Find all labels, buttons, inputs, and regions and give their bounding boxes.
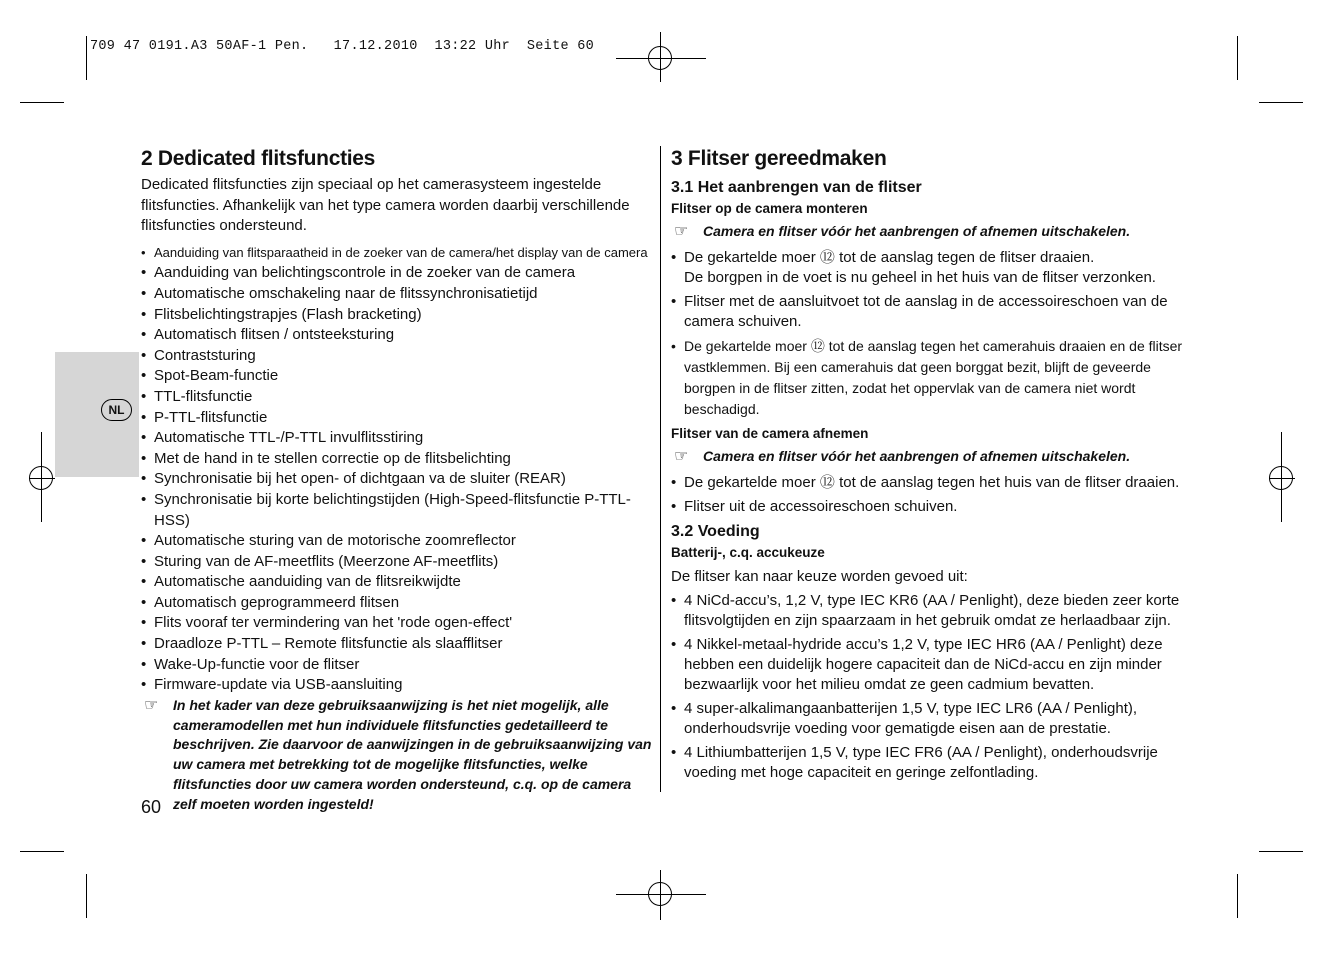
flash-functions-list <box>141 243 653 696</box>
pointing-hand-icon: ☞ <box>144 696 159 714</box>
crop-mark <box>20 851 64 852</box>
section-3-2-title: 3.2 Voeding <box>671 522 760 540</box>
list-item: • Draadloze P-TTL – Remote flitsfunctie als slaafflitser <box>141 634 653 655</box>
list-item: • Met de hand in te stellen correctie op de flitsbelichting <box>141 449 653 470</box>
list-item: • Automatische aanduiding van de flitsreikwijdte <box>141 572 653 593</box>
list-item: • Spot-Beam-functie <box>141 366 653 387</box>
battery-subtitle: Batterij-, c.q. accukeuze <box>671 544 825 560</box>
remove-steps <box>671 473 1183 517</box>
list-item: • Synchronisatie bij korte belichtingstijden (High-Speed-flitsfunctie P-TTL-HSS) <box>141 490 653 531</box>
pointing-hand-icon: ☞ <box>674 223 689 240</box>
list-item: • De gekartelde moer ⑫ tot de aanslag tegen het huis van de flitser draaien. <box>671 473 1183 493</box>
list-item: • TTL-flitsfunctie <box>141 387 653 408</box>
list-item-text: De gekartelde moer ⑫ tot de aanslag tegen de flitser draaien. De borgpen in de voet is nu geheel in het huis van de flitser verzonken. <box>684 248 1156 286</box>
mount-note <box>671 222 1183 242</box>
section-3-title: 3 Flitser gereedmaken <box>671 147 887 170</box>
crop-mark <box>20 102 64 103</box>
list-item: • Aanduiding van belichtingscontrole in de zoeker van de camera <box>141 263 653 284</box>
pointing-hand-icon: ☞ <box>674 447 689 465</box>
crop-mark <box>1237 36 1238 80</box>
list-item: • Automatisch flitsen / ontsteeksturing <box>141 325 653 346</box>
list-item: • 4 NiCd-accu’s, 1,2 V, type IEC KR6 (AA / Penlight), deze bieden zeer korte flitsvolgtijden en zijn spaarzaam in het gebruik omdat ze herlaadbaar zijn. <box>671 591 1183 631</box>
list-item: • Synchronisatie bij het open- of dichtgaan va de sluiter (REAR) <box>141 469 653 490</box>
section-2-intro: Dedicated flitsfuncties zijn speciaal op het camerasysteem ingestelde flitsfuncties. Afhankelijk van het type camera worden daarbij verschillende flitsfuncties ondersteund. <box>141 176 630 235</box>
list-item: • De gekartelde moer ⑫ tot de aanslag tegen het camerahuis draaien en de flitser vastklemmen. Bij een camerahuis dat geen borggat bezit, blijft de geveerde borgpen in de flitser zitten, zodat het oppervlak van de camera niet wordt beschadigd. <box>671 336 1183 420</box>
list-item: • Aanduiding van flitsparaatheid in de zoeker van de camera/het display van de camera <box>141 243 653 264</box>
list-item: • Contraststuring <box>141 346 653 367</box>
right-column <box>671 145 1183 787</box>
camera-models-note <box>141 696 653 815</box>
note-text: In het kader van deze gebruiksaanwijzing is het niet mogelijk, alle cameramodellen met hun individuele flitsfuncties gedetailleerd te beschrijven. Zie daarvoor de aanwijzingen in de gebruiksaanwijzing van uw camera met betrekking tot de mogelijke flitsfuncties, welke flitsfuncties door uw camera worden ondersteund, c.q. op de camera zelf moeten worden ingesteld! <box>173 696 652 812</box>
list-item: • Automatisch geprogrammeerd flitsen <box>141 593 653 614</box>
list-item: • Flitser met de aansluitvoet tot de aanslag in de accessoireschoen van de camera schuiven. <box>671 292 1183 332</box>
crop-mark <box>86 874 87 918</box>
language-badge: NL <box>101 399 132 421</box>
crop-mark <box>1259 102 1303 103</box>
mount-subtitle: Flitser op de camera monteren <box>671 201 868 216</box>
list-item: • Flits vooraf ter vermindering van het 'rode ogen-effect' <box>141 613 653 634</box>
crop-mark <box>1259 851 1303 852</box>
list-item <box>671 248 1183 288</box>
left-column <box>141 145 653 815</box>
crop-mark <box>1237 874 1238 918</box>
list-item: • 4 Nikkel-metaal-hydride accu’s 1,2 V, type IEC HR6 (AA / Penlight) deze hebben een duidelijk hogere capaciteit dan de NiCd-accu en zijn minder bezwaarlijk voor het milieu omdat ze geen cadmium bevatten. <box>671 635 1183 695</box>
list-item: • Automatische omschakeling naar de flitssynchronisatietijd <box>141 284 653 305</box>
list-item: • Automatische sturing van de motorische zoomreflector <box>141 531 653 552</box>
print-slug: 709 47 0191.A3 50AF-1 Pen. 17.12.2010 13:22 Uhr Seite 60 <box>90 39 595 54</box>
list-item: • Flitsbelichtingstrapjes (Flash bracketing) <box>141 305 653 326</box>
list-item: • 4 super-alkalimangaanbatterijen 1,5 V, type IEC LR6 (AA / Penlight), onderhoudsvrije voeding voor gematigde eisen aan de prestatie. <box>671 699 1183 739</box>
list-item: • Automatische TTL-/P-TTL invulflitsstiring <box>141 428 653 449</box>
battery-options <box>671 591 1183 783</box>
note-text: Camera en flitser vóór het aanbrengen of afnemen uitschakelen. <box>703 447 1131 464</box>
list-item: • Wake-Up-functie voor de flitser <box>141 655 653 676</box>
list-item: • Firmware-update via USB-aansluiting <box>141 675 653 696</box>
mount-steps <box>671 248 1183 420</box>
section-2-title: 2 Dedicated flitsfuncties <box>141 147 376 170</box>
battery-intro: De flitser kan naar keuze worden gevoed uit: <box>671 567 968 585</box>
list-item: • P-TTL-flitsfunctie <box>141 408 653 429</box>
remove-note <box>671 447 1183 467</box>
section-3-1-title: 3.1 Het aanbrengen van de flitser <box>671 179 922 196</box>
list-item: • 4 Lithiumbatterijen 1,5 V, type IEC FR6 (AA / Penlight), onderhoudsvrije voeding met hoge capaciteit en geringe zelfontlading. <box>671 743 1183 783</box>
list-item: • Sturing van de AF-meetflits (Meerzone AF-meetflits) <box>141 552 653 573</box>
crop-mark <box>86 36 87 80</box>
remove-subtitle: Flitser van de camera afnemen <box>671 425 869 441</box>
page-number: 60 <box>141 797 162 817</box>
list-item: • Flitser uit de accessoireschoen schuiven. <box>671 497 1183 517</box>
column-divider <box>660 146 661 792</box>
note-text: Camera en flitser vóór het aanbrengen of afnemen uitschakelen. <box>703 223 1131 239</box>
